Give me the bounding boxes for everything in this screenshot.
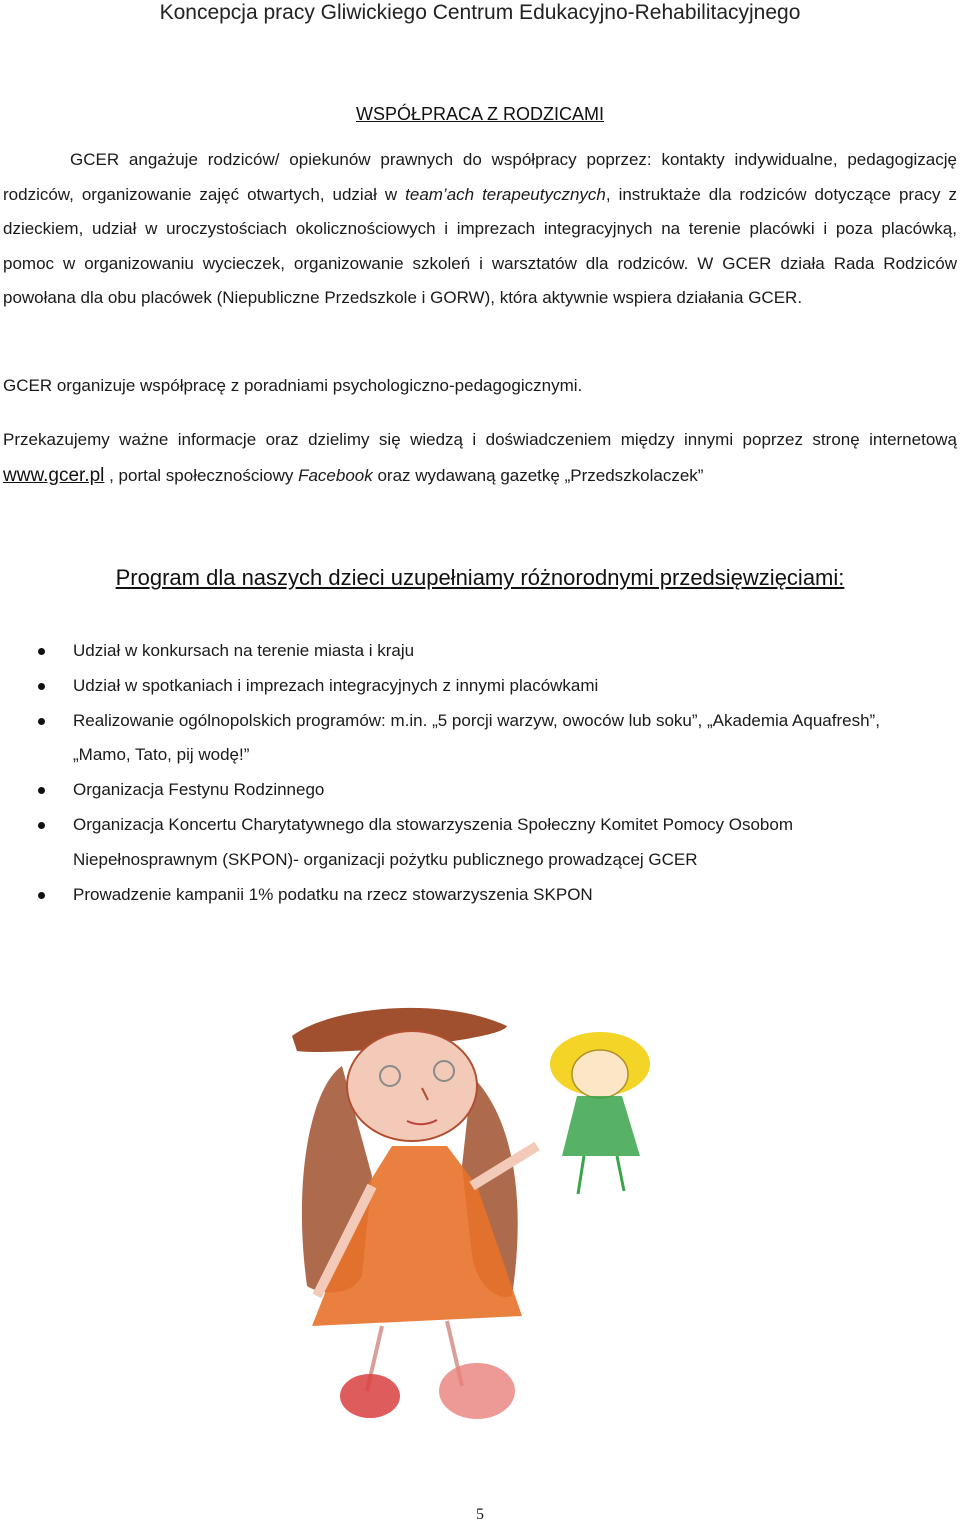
list-item xyxy=(0,634,933,669)
bullet-icon xyxy=(38,718,45,725)
paragraph-communication xyxy=(3,422,957,494)
list-item-text: Realizowanie ogólnopolskich programów: m.in. „5 porcji warzyw, owoców lub soku”, „Akademia Aquafresh”, „Mamo, Tato, pij wodę!” xyxy=(73,710,880,765)
paragraph-text: , portal społecznościowy xyxy=(104,466,299,485)
bullet-icon xyxy=(38,822,45,829)
paragraph-cooperation xyxy=(3,143,957,316)
page-number: 5 xyxy=(476,1506,484,1523)
list-item-text: Organizacja Festynu Rodzinnego xyxy=(73,780,325,800)
list-item xyxy=(0,808,933,878)
paragraph-counseling: GCER organizuje współpracę z poradniami psychologiczno-pedagogicznymi. xyxy=(3,376,583,395)
doll-leg-shape xyxy=(617,1156,624,1191)
doll-face-shape xyxy=(572,1050,628,1098)
face-shape xyxy=(347,1031,477,1141)
paragraph-text: , instruktaże dla rodziców dotyczące pracy z dzieckiem, udział w uroczystościach okolicznościowych i imprezach integracyjnych na terenie placówki i poza placówką, pomoc w organizowaniu wycieczek, organizowanie szkoleń i warsztatów dla rodziców. W GCER działa Rada Rodziców powołana dla obu placówek (Niepubliczne Przedszkole i GORW), która aktywnie wspiera działania GCER. xyxy=(3,184,957,307)
list-item-text: Prowadzenie kampanii 1% podatku na rzecz stowarzyszenia SKPON xyxy=(73,884,593,904)
program-title: Program dla naszych dzieci uzupełniamy różnorodnymi przedsięwzięciami: xyxy=(115,565,845,590)
page-header xyxy=(0,0,960,28)
list-item xyxy=(0,773,933,808)
section-title: WSPÓŁPRACA Z RODZICAMI xyxy=(355,104,605,124)
paragraph-text: Przekazujemy ważne informacje oraz dzielimy się wiedzą i doświadczeniem między innymi poprzez stronę internetową xyxy=(3,430,957,449)
list-item-text: Udział w konkursach na terenie miasta i kraju xyxy=(73,641,415,660)
website-link[interactable]: www.gcer.pl xyxy=(3,465,105,486)
list-item-text: Udział w spotkaniach i imprezach integracyjnych z innymi placówkami xyxy=(73,675,599,695)
list-item xyxy=(0,878,933,913)
paragraph-text: oraz wydawaną gazetkę „Przedszkolaczek” xyxy=(372,466,704,485)
bullet-icon xyxy=(38,892,45,899)
paragraph-text: GCER angażuje rodziców/ opiekunów prawnych do współpracy poprzez: kontakty indywidualne, pedagogizację rodziców, organizowanie zajęć otwartych, udział w xyxy=(3,150,957,204)
doll-leg-shape xyxy=(578,1156,584,1194)
program-list xyxy=(0,634,960,912)
child-drawing xyxy=(272,996,670,1432)
shoe-shape xyxy=(340,1374,400,1418)
paragraph-emphasis: Facebook xyxy=(298,466,373,485)
list-item xyxy=(0,669,933,704)
list-item-text: Organizacja Koncertu Charytatywnego dla stowarzyszenia Społeczny Komitet Pomocy Osobom Niepełnosprawnym (SKPON)- organizacji pożytku publicznego prowadzącej GCER xyxy=(73,814,794,869)
child-drawing-svg xyxy=(272,996,670,1432)
doll-dress-shape xyxy=(562,1096,640,1156)
header-title: Koncepcja pracy Gliwickiego Centrum Edukacyjno-Rehabilitacyjnego xyxy=(159,1,801,24)
bullet-icon xyxy=(38,648,45,655)
list-item xyxy=(0,704,933,774)
shoe-shape xyxy=(439,1363,515,1419)
paragraph-emphasis: team’ach terapeutycznych xyxy=(405,184,606,204)
bullet-icon xyxy=(38,683,45,690)
bullet-icon xyxy=(38,787,45,794)
